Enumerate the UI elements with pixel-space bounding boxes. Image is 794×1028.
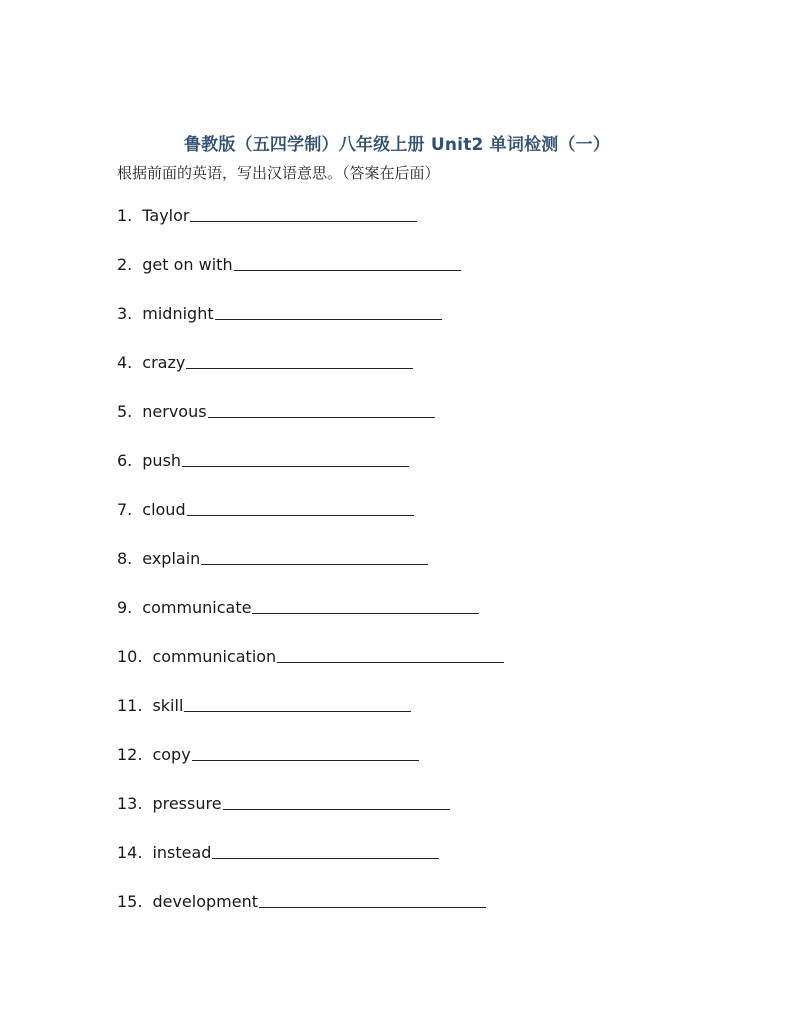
item-word: instead bbox=[152, 843, 212, 862]
list-item bbox=[117, 548, 504, 597]
list-item bbox=[117, 695, 504, 744]
item-word: communicate bbox=[142, 598, 252, 617]
answer-blank[interactable] bbox=[192, 744, 419, 761]
answer-blank[interactable] bbox=[259, 891, 486, 908]
item-word: push bbox=[142, 451, 182, 470]
list-item bbox=[117, 499, 504, 548]
item-number: 14. bbox=[117, 843, 143, 862]
item-number: 4. bbox=[117, 353, 133, 372]
item-number: 7. bbox=[117, 500, 133, 519]
answer-blank[interactable] bbox=[223, 793, 450, 810]
item-word: pressure bbox=[152, 794, 222, 813]
answer-blank[interactable] bbox=[184, 695, 411, 712]
item-word: get on with bbox=[142, 255, 233, 274]
list-item bbox=[117, 891, 504, 940]
item-word: Taylor bbox=[142, 206, 190, 225]
item-number: 11. bbox=[117, 696, 143, 715]
item-word: development bbox=[152, 892, 258, 911]
list-item bbox=[117, 352, 504, 401]
item-number: 8. bbox=[117, 549, 133, 568]
answer-blank[interactable] bbox=[201, 548, 428, 565]
answer-blank[interactable] bbox=[234, 254, 461, 271]
list-item bbox=[117, 744, 504, 793]
list-item bbox=[117, 793, 504, 842]
answer-blank[interactable] bbox=[182, 450, 409, 467]
item-word: nervous bbox=[142, 402, 207, 421]
list-item bbox=[117, 303, 504, 352]
item-word: explain bbox=[142, 549, 201, 568]
list-item bbox=[117, 254, 504, 303]
item-number: 9. bbox=[117, 598, 133, 617]
item-number: 2. bbox=[117, 255, 133, 274]
item-number: 6. bbox=[117, 451, 133, 470]
answer-blank[interactable] bbox=[252, 597, 479, 614]
answer-blank[interactable] bbox=[215, 303, 442, 320]
item-word: skill bbox=[152, 696, 184, 715]
list-item bbox=[117, 450, 504, 499]
list-item bbox=[117, 597, 504, 646]
item-number: 12. bbox=[117, 745, 143, 764]
item-number: 3. bbox=[117, 304, 133, 323]
answer-blank[interactable] bbox=[277, 646, 504, 663]
page-title: 鲁教版（五四学制）八年级上册 Unit2 单词检测（一） bbox=[183, 135, 611, 155]
list-item bbox=[117, 205, 504, 254]
item-number: 1. bbox=[117, 206, 133, 225]
item-number: 10. bbox=[117, 647, 143, 666]
item-word: midnight bbox=[142, 304, 214, 323]
item-number: 15. bbox=[117, 892, 143, 911]
item-word: cloud bbox=[142, 500, 186, 519]
answer-blank[interactable] bbox=[212, 842, 439, 859]
vocabulary-list bbox=[117, 205, 504, 940]
item-number: 13. bbox=[117, 794, 143, 813]
answer-blank[interactable] bbox=[208, 401, 435, 418]
list-item bbox=[117, 842, 504, 891]
answer-blank[interactable] bbox=[186, 352, 413, 369]
instruction-text: 根据前面的英语，写出汉语意思。（答案在后面） bbox=[117, 164, 440, 182]
item-word: crazy bbox=[142, 353, 186, 372]
item-word: communication bbox=[152, 647, 277, 666]
item-word: copy bbox=[152, 745, 191, 764]
answer-blank[interactable] bbox=[187, 499, 414, 516]
list-item bbox=[117, 646, 504, 695]
answer-blank[interactable] bbox=[190, 205, 417, 222]
item-number: 5. bbox=[117, 402, 133, 421]
list-item bbox=[117, 401, 504, 450]
